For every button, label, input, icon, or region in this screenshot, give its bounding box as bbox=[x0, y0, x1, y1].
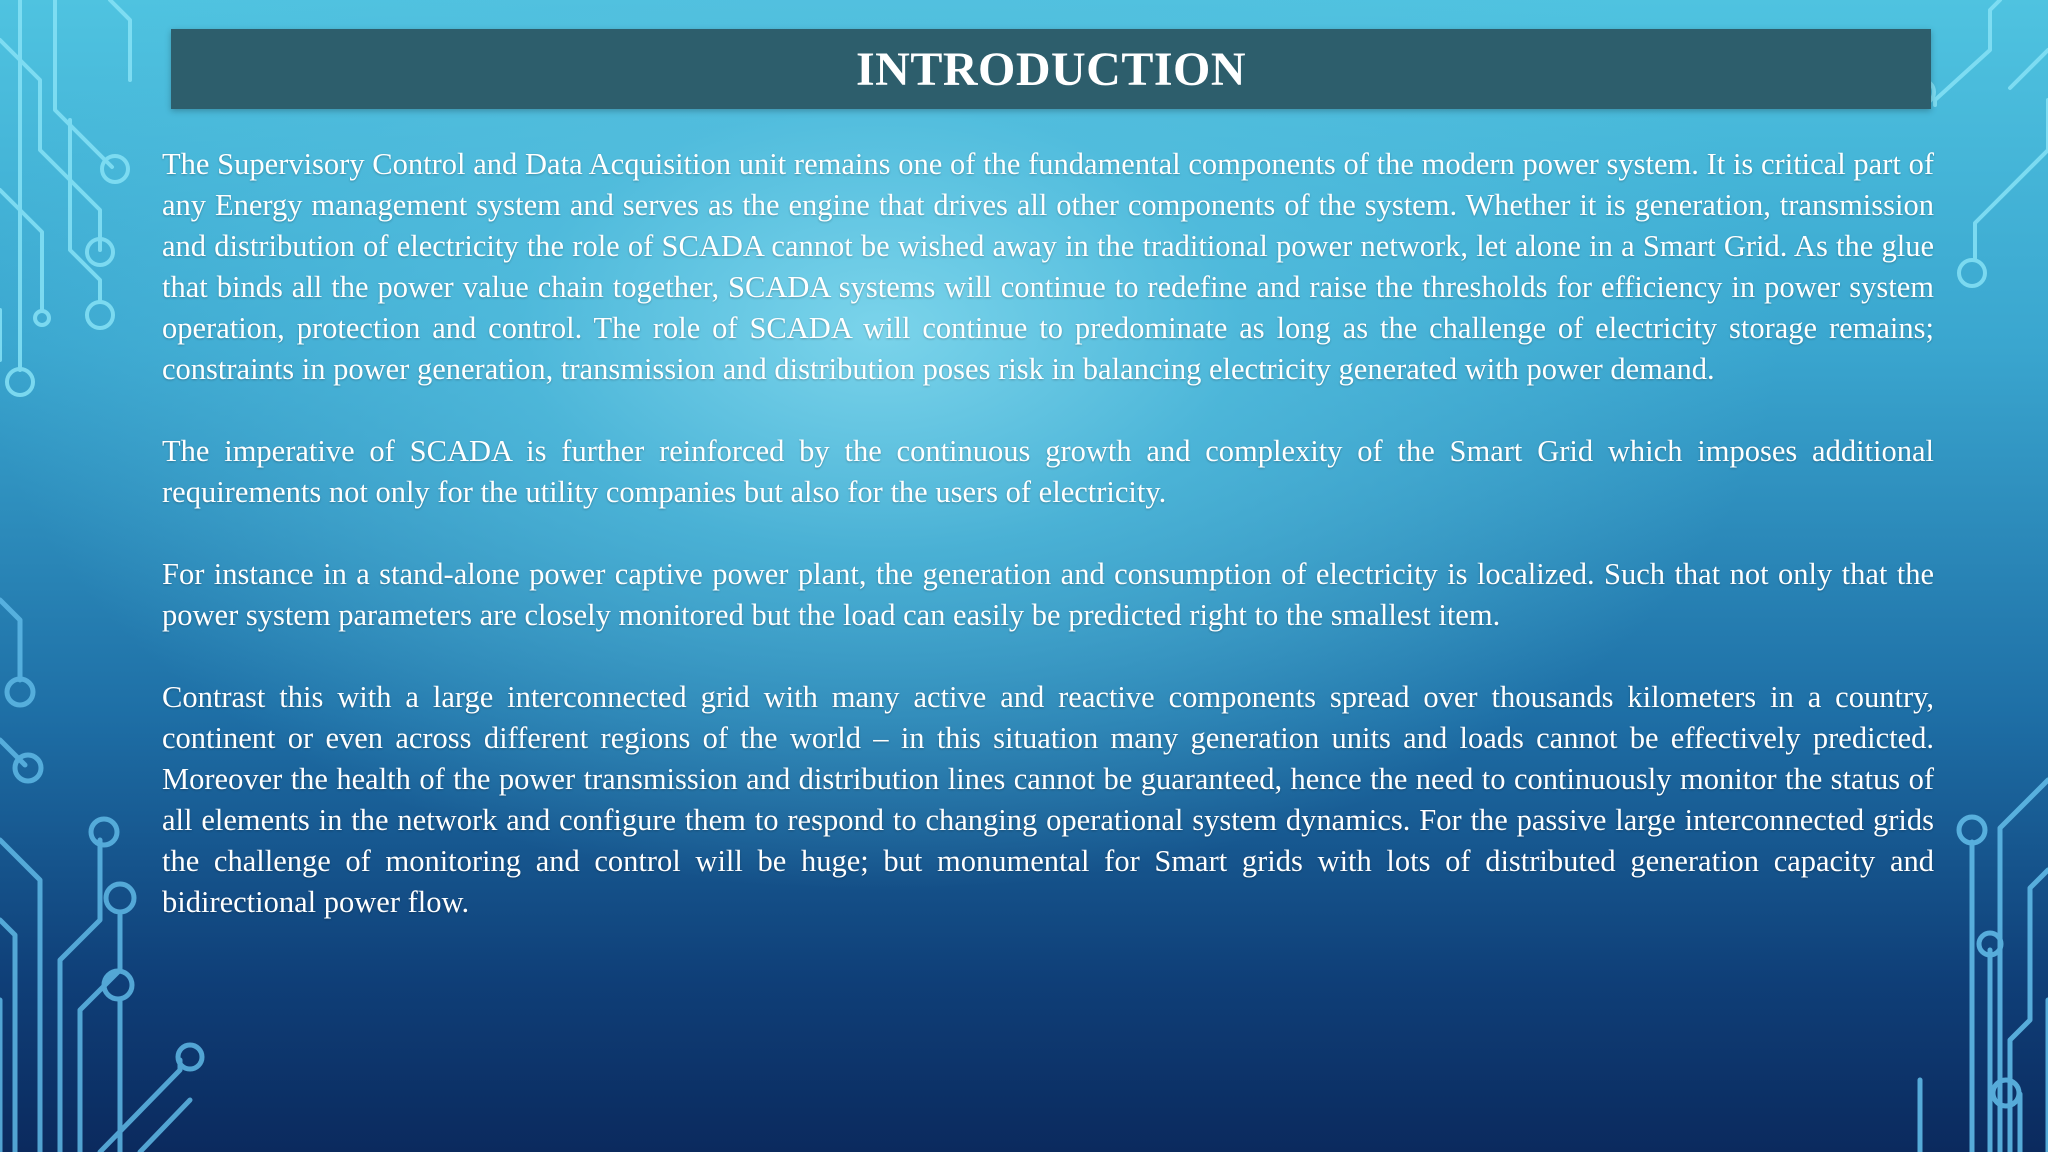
title-bar bbox=[171, 29, 1931, 109]
paragraph-standalone-plant: For instance in a stand-alone power captive power plant, the generation and consumption of electricity is localized. Such that not only that the power system parameters are closely monitored but the load can easily be predicted right to the smallest item. bbox=[162, 557, 1934, 632]
slide-body bbox=[162, 144, 1934, 923]
paragraph-smart-grid-imperative: The imperative of SCADA is further reinforced by the continuous growth and complexity of the Smart Grid which imposes additional requirements not only for the utility companies but also for the users of electricity. bbox=[162, 434, 1934, 509]
paragraph-interconnected-grid: Contrast this with a large interconnected grid with many active and reactive components spread over thousands kilometers in a country, continent or even across different regions of the world – in this situation many generation units and loads cannot be effectively predicted. Moreover the health of the power transmission and distribution lines cannot be guaranteed, hence the need to continuously monitor the status of all elements in the network and configure them to respond to changing operational system dynamics. For the passive large interconnected grids the challenge of monitoring and control will be huge; but monumental for Smart grids with lots of distributed generation capacity and bidirectional power flow. bbox=[162, 680, 1934, 919]
paragraph-scada-overview: The Supervisory Control and Data Acquisition unit remains one of the fundamental components of the modern power system. It is critical part of any Energy management system and serves as the engine that drives all other components of the system. Whether it is generation, transmission and distribution of electricity the role of SCADA cannot be wished away in the traditional power network, let alone in a Smart Grid. As the glue that binds all the power value chain together, SCADA systems will continue to redefine and raise the thresholds for efficiency in power system operation, protection and control. The role of SCADA will continue to predominate as long as the challenge of electricity storage remains; constraints in power generation, transmission and distribution poses risk in balancing electricity generated with power demand. bbox=[162, 147, 1934, 386]
slide-title: INTRODUCTION bbox=[855, 42, 1247, 96]
